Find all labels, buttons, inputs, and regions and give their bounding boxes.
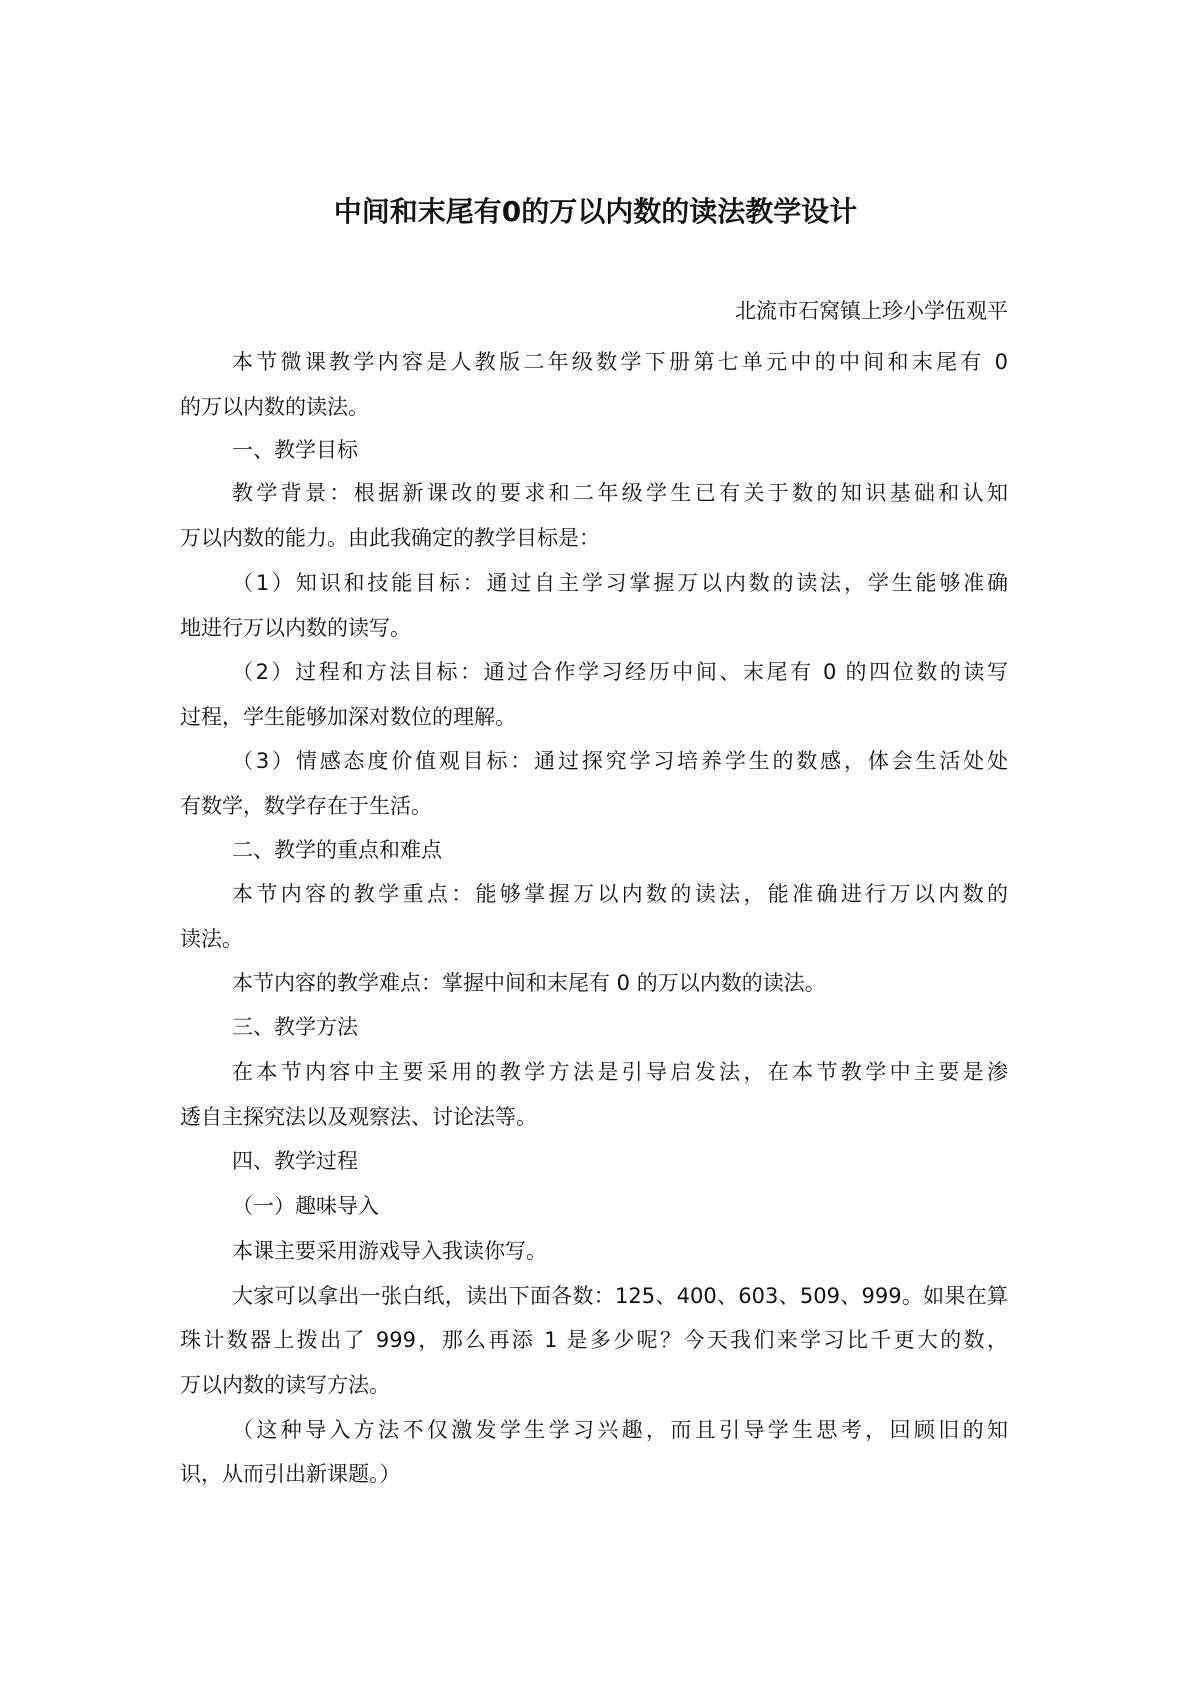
body-line: 在本节内容中主要采用的教学方法是引导启发法，在本节教学中主要是渗 [232,1060,1008,1084]
body-line: 过程，学生能够加深对数位的理解。 [180,705,516,729]
body-line: 万以内数的读写方法。 [180,1373,390,1397]
section-heading: 一、教学目标 [232,438,358,462]
body-line: （1）知识和技能目标：通过自主学习掌握万以内数的读法，学生能够准确 [232,571,1008,595]
body-line: 地进行万以内数的读写。 [180,616,411,640]
body-line: 的万以内数的读法。 [180,395,369,419]
body-line: 有数学，数学存在于生活。 [180,794,432,818]
section-heading: 三、教学方法 [232,1015,358,1039]
body-line: （这种导入方法不仅激发学生学习兴趣，而且引导学生思考，回顾旧的知 [232,1418,1008,1442]
section-heading: 二、教学的重点和难点 [232,838,442,862]
body-line: 大家可以拿出一张白纸，读出下面各数：125、400、603、509、999。如果在算 [232,1284,1008,1308]
author-line: 北流市石窝镇上珍小学伍观平 [735,299,1008,323]
body-line: 识，从而引出新课题。） [180,1462,401,1486]
body-line: （2）过程和方法目标：通过合作学习经历中间、末尾有 0 的四位数的读写 [232,660,1008,684]
document-title: 中间和末尾有0的万以内数的读法教学设计 [333,195,858,228]
body-line: 教学背景：根据新课改的要求和二年级学生已有关于数的知识基础和认知 [232,481,1008,505]
body-line: 透自主探究法以及观察法、讨论法等。 [180,1105,537,1129]
body-line: 珠计数器上拨出了 999，那么再添 1 是多少呢？今天我们来学习比千更大的数， [180,1328,1008,1352]
body-line: （3）情感态度价值观目标：通过探究学习培养学生的数感，体会生活处处 [232,749,1008,773]
section-heading: 四、教学过程 [232,1149,358,1173]
subsection-heading: （一）趣味导入 [232,1194,379,1218]
body-line: 本节微课教学内容是人教版二年级数学下册第七单元中的中间和末尾有 0 [232,350,1008,374]
body-line: 读法。 [180,927,243,951]
body-line: 万以内数的能力。由此我确定的教学目标是： [180,526,600,550]
body-line: 本节内容的教学重点：能够掌握万以内数的读法，能准确进行万以内数的 [232,882,1008,906]
body-line: 本课主要采用游戏导入我读你写。 [232,1239,547,1263]
body-line: 本节内容的教学难点：掌握中间和末尾有 0 的万以内数的读法。 [232,971,826,995]
